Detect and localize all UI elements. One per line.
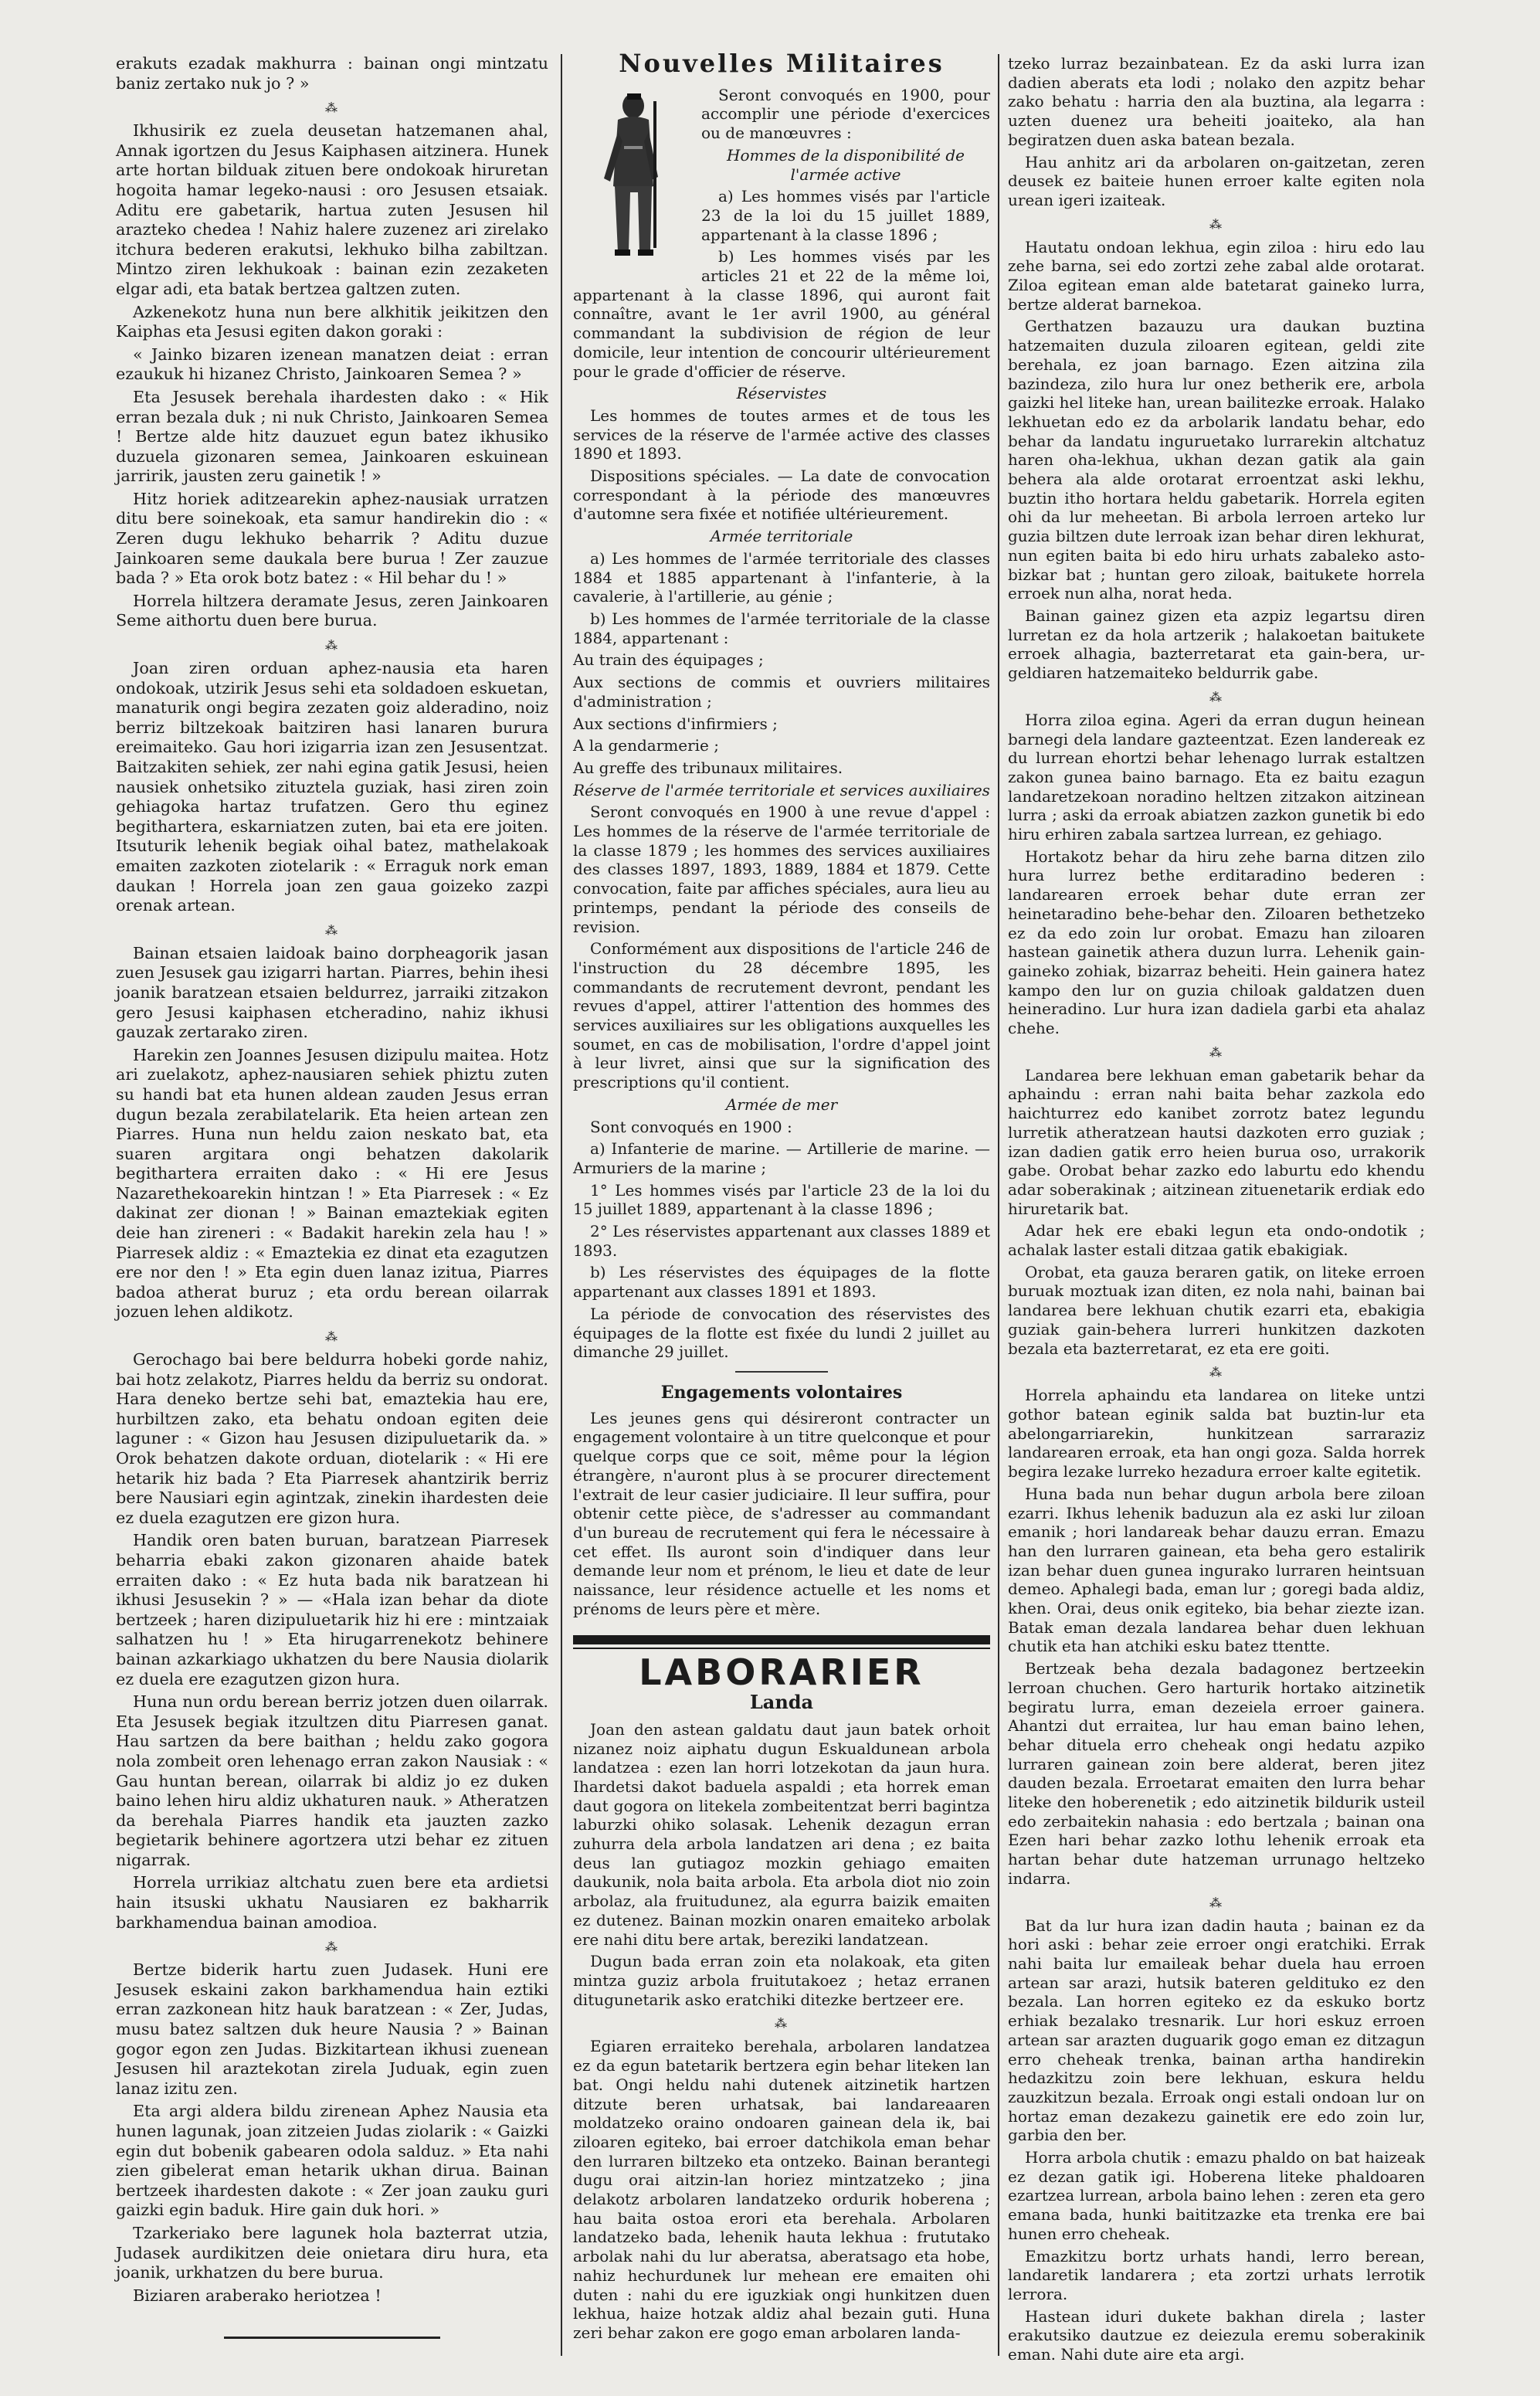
paragraph: Seront convoqués en 1900, pour accomplir une période d'exercices ou de manœuvres : [701,85,990,143]
column-left [116,54,548,2339]
soldier-illustration [573,86,689,271]
column-middle [573,49,990,2346]
section-separator: ⁂ [325,1329,339,1345]
paragraph: Eta Jesusek berehala ihardesten dako : « Hik erran bezala duk ; ni nuk Christo, Jainkoaren Semea ! Bertze alde hitz dauzuet egun batez ikhusiko duzuela gizonaren semea, Jainkoaren eskuinean jarririk, jausten zeru gainetik ! » [116,387,548,486]
paragraph: 2° Les réservistes appartenant aux classes 1889 et 1893. [573,1222,990,1260]
paragraph: Hitz horiek aditzearekin aphez-nausiak urratzen ditu bere soinekoak, eta samur handirekin dio : « Zeren dugu lekhuko beharrik ? Aditu duzue Jainkoaren seme daukala bere burua ! Zer zauzue bada ? » Eta orok botz batez : « Hil behar du ! » [116,489,548,588]
short-rule [735,1371,828,1373]
paragraph: Bainan etsaien laidoak baino dorpheagorik jasan zuen Jesusek gau izigarri hartan. Piarres, behin ihesi joanik baratzean etsaien beldurrez, jarraiki zitzakon gero Jesusi kaiphasen etcheradino, nahiz ikhusi gauzak zertarako ziren. [116,943,548,1042]
paragraph: Gerochago bai bere beldurra hobeki gorde nahiz, bai hotz zelakotz, Piarres heldu da berriz su ondorat. Hara deneko bertze sehi bat, emaztekia hau ere, hurbiltzen zako, eta behatu ondoan egiten deie laguner : « Gizon hau Jesusen dizipuluetarik da. » Orok behatzen dakote orduan, diotelarik : « Hi ere hetarik hiz bada ? Eta Piarresek ahantzirik berriz bere Nausiari egin agintzak, zinekin ihardesten deie ez duela ezagutzen ere gizon hura. [116,1350,548,1527]
end-rule [224,2337,440,2339]
section-separator: ⁂ [325,638,339,653]
paragraph: Conformément aux dispositions de l'article 246 de l'instruction du 28 décembre 1895, les commandants de recrutement devront, pendant les revues d'appel, attirer l'attention des hommes des services auxiliaires sur les obligations auxquelles les soumet, en cas de mobilisation, l'ordre d'appel joint à leur livret, ainsi que sur la signification des prescriptions qu'il contient. [573,939,990,1092]
paragraph: Bertze biderik hartu zuen Judasek. Huni ere Jesusek eskaini zakon barkhamendua hain eztiki erran zazkonean hitz hauk baratzean : « Zer, Judas, musu batez saltzen duk heure Nausia ? » Bainan gogor egon zen Judas. Bizkitartean ikhusi zuenean Jesusen hil araztekotan zirela Juduak, egin zuen lanaz izitu zen. [116,1960,548,2098]
paragraph: Egiaren erraiteko berehala, arbolaren landatzea ez da egun batetarik bertzera egin behar liteken lan bat. Ongi heldu nahi dutenek aitzinetik hartzen ditzute beren urhatsak, bai landareaaren moldatzeko oraino ondoaren gainean dela ik, bai ziloaren egiteko, bai erroer datchikola eman behar den lurraren biltzeko eta ontzeko. Bainan berantegi dugu orai aitzin-lan horiez mintzatzeko ; jina delakotz arbolaren landatzeko ordurik hoberena ; hau baita ostoa erori eta berehala. Arbolaren landatzeko bada, lehenik hauta lekhua : frututako arbolak nahi du lur aberatsa, aberatsago eta hobe, nahiz hechurdunek lur mehean ere emaiten ohi duten : nahi du ere iguzkiak ongi hunkitzen duen lekhua, haize hotzak aldiz ahal bezain guti. Huna zeri behar zakon ere gogo eman arbolaren landa- [573,2037,990,2342]
paragraph: Joan ziren orduan aphez-nausia eta haren ondokoak, utzirik Jesus sehi eta soldadoen eskuetan, manaturik ongi begira zezaten goiz alderadino, noiz berriz biltzekoak baitziren hasi lanaren burura ereimaiteko. Gau hori izigarria izan zen Jesusentzat. Baitzakiten sehiek, zer nahi egina gatik Jesusi, heien nausiek onhetsiko zituztela guziak, hasi ziren zoin gehiagoka hartaz trufatzen. Gero thu eginez begithartera, eskarniatzen zuten, bai eta ere joiten. Itsuturik lehenik begiak oihal batez, mathelakoak emaiten zazkoten ziotelarik : « Erraguk nork eman daukan ! Horrela joan zen gaua goizeko zazpi orenak artean. [116,659,548,915]
list-item: Au greffe des tribunaux militaires. [573,758,843,777]
paragraph: b) Les hommes visés par les articles 21 et 22 de la même loi, appartenant à la classe 1896, qui auront fait connaître, avant le 1er avril 1900, au général commandant la subdivision de région de leur domicile, leur intention de concourir ultérieurement pour le grade d'officier de réserve. [573,247,990,381]
paragraph: b) Les réservistes des équipages de la flotte appartenant aux classes 1891 et 1893. [573,1263,990,1302]
paragraph: Handik oren baten buruan, baratzean Piarresek beharria ebaki zakon gizonaren ahaide batek erraiten dako : « Ez huta bada nik baratzean hi ikhusi Jesusekin ? » — «Hala izan behar da diote bertzeek ; haren dizipuluetarik hiz hi ere : mintzaiak salhatzen hu ! » Eta hirugarrenekotz behinere bainan azkarkiago ukhatzen du bere Nausia diolarik ez duela ere ezagutzen gizon hura. [116,1531,548,1688]
list-item: A la gendarmerie ; [573,736,719,755]
paragraph: Landarea bere lekhuan eman gabetarik behar da aphaindu : erran nahi baita behar zazkola edo haichturrez edo kanibet zorrotz batez legundu lurretik atheratzean hautsi dazkoten erro guziak ; izan dadien gatik erro heien burua oso, urrakorik gabe. Orobat behar zazko edo laburtu edo khendu adar soberakinak ; aitzinean zituenetarik erdiak edo hiruretarik bat. [1008,1065,1425,1218]
paragraph: Gerthatzen bazauzu ura daukan buztina hatzemaiten duzula ziloaren egitean, geldi zite berehala, ez joan barnago. Ezen aitzina zila bazindeza, zilo hura lur onez betherik ere, arbola gaizki hel liteke han, urean bailitezke erroak. Halako lekhuetan edo ez da arbolarik landatu behar, edo behar da landatu inguruetako lurrarekin altchatuz haren oha-lekhua, ukhan dezan gatik ala gain behera ala alde orotarat erroentzat aski lekhu, buztin itho hortara heldu gabetarik. Horrela egiten ohi da lur meheetan. Bi arbola lerroen arteko lur guzia biltzen dute lerroak izan behar diren lekhurat, nun egiten baita bi edo hiru urhats zabaleko asto-bizkar bat ; huntan gero ziloak, baitukete horrela erroek nun alha, norat heda. [1008,317,1425,603]
paragraph: Horrela urrikiaz altchatu zuen bere eta ardietsi hain itsuski ukhatu Nausiaren ez bakharrik barkhamendua bainan amodioa. [116,1873,548,1932]
section-separator: ⁂ [325,100,339,116]
paragraph: Hau anhitz ari da arbolaren on-gaitzetan, zeren deusek ez baiteie hunen erroer kalte egiten nola urean igeri izaiteak. [1008,152,1425,209]
paragraph: Bainan gainez gizen eta azpiz legartsu diren lurretan ez da hola artzerik ; halakoetan baitukete erroek alhagia, bazterretarat eta gain-bera, ur-geldiaren hatzemaiteko beldurrik gabe. [1008,606,1425,683]
section-separator: ⁂ [325,1940,339,1955]
paragraph: tzeko lurraz bezainbatean. Ez da aski lurra izan dadien aberats eta lodi ; nolako den azpitz behar zako behatu : harria den ala buztina, ala legarra : uzten duenez ura beheiti joaiteko, ala han begiratzen duen aska batean bezala. [1008,54,1425,149]
section-heading-laborarier: LABORARIER [639,1651,924,1694]
paragraph: Dugun bada erran zoin eta nolakoak, eta giten mintza guziz arbola fruitutakoez ; hetaz erranen ditugunetarik asko eratchiki ditezke bertzeer ere. [573,1952,990,2009]
paragraph: Horra arbola chutik : emazu phaldo on bat haizeak ez dezan gatik igi. Hoberena liteke phaldoaren ezartzea lurrean, arbola baino lehen : zeren eta gero emana bada, hunki baititzazke eta trenka ere bai hunen erro cheheak. [1008,2148,1425,2243]
column-right [1008,54,1425,2367]
paragraph: b) Les hommes de l'armée territoriale de la classe 1884, appartenant : [573,609,990,647]
paragraph: Les hommes de toutes armes et de tous les services de la réserve de l'armée active des classes 1890 et 1893. [573,406,990,463]
paragraph: Adar hek ere ebaki legun eta ondo-ondotik ; achalak laster estali ditzaa gatik ebakigiak. [1008,1221,1425,1260]
paragraph: a) Infanterie de marine. — Artillerie de marine. — Armuriers de la marine ; [573,1139,990,1177]
section-separator: ⁂ [1209,689,1223,704]
section-separator: ⁂ [1209,1895,1223,1910]
paragraph: Hortakotz behar da hiru zehe barna ditzen zilo hura lurrez bethe erditaradino bederen : landarearen erroek behar dute erran zer heinetaradino behe-behar den. Ziloaren bethetzeko ez da edo zoin lur orobat. Emazu han ziloaren hastean gainetik athera duzun lurra. Lehenik gain-gaineko zohiak, bizarraz beheiti. Hein gainera hatez kampo den lur on guzia chiloak galdatzen duen heineradino. Lur hura izan dadiela garbi eta ahalaz chehe. [1008,847,1425,1038]
paragraph: Horrela aphaindu eta landarea on liteke untzi gothor batean eginik salda bat buztin-lur eta abelongarriarekin, hunkitzean sarraraziz landarearen erroak, eta han ongi goza. Salda horrek begira lezake lurreko hezadura erroer kalte egitetik. [1008,1386,1425,1481]
section-separator: ⁂ [775,2016,789,2031]
paragraph: 1° Les hommes visés par l'article 23 de la loi du 15 juillet 1889, appartenant à la classe 1896 ; [573,1180,990,1219]
list-item: Aux sections de commis et ouvriers militaires d'administration ; [573,673,990,711]
paragraph: Ikhusirik ez zuela deusetan hatzemanen ahal, Annak igortzen du Jesus Kaiphasen aitzinera. Hunek arte hortan bilduak zituen bere ondokoak hiruretan hogoita hamar legeko-nausi : oro Jesusen etsaiak. Aditu ere gabetarik, hartua zuten Jesusen hil arazteko chedea ! Nahiz halere zuzenez ari zirelako itchura bederen erakutsi, lekhuko bilha zabiltzan. Mintzo ziren lekhukoak : bainan ezin zezaketen elgar adi, eta batak bertzea galtzen zuten. [116,121,548,298]
paragraph: Dispositions spéciales. — La date de convocation correspondant à la période des manœuvres d'automne sera fixée et notifiée ultérieurement. [573,467,990,524]
paragraph: Les jeunes gens qui désireront contracter un engagement volontaire à un titre quelconque et pour quelque corps que ce soit, même pour la légion étrangère, n'auront plus à se procurer directement l'extrait de leur casier judiciaire. Il leur suffira, pour obtenir cette pièce, de s'adresser au commandant d'un bureau de recrutement qui fera le nécessaire à cet effet. Ils auront soin d'indiquer dans leur demande leur nom et prénom, le lieu et date de leur naissance, leur résidence actuelle et les noms et prénoms de leurs père et mère. [573,1408,990,1618]
subheading: Armée territoriale [710,527,853,546]
paragraph: erakuts ezadak makhurra : bainan ongi mintzatu baniz zertako nuk jo ? » [116,54,548,93]
subheading: Réserve de l'armée territoriale et services auxiliaires [573,780,990,799]
paragraph: Orobat, eta gauza beraren gatik, on liteke erroen buruak moztuak izan diten, ez nola nahi, bainan bai landarea bere lekhuan chutik ezarri eta, ebakigia guziak gain-behera lurreri hunkitzen dazkoten bezala eta bazterretarat, ez eta ere goiti. [1008,1262,1425,1358]
subheading: Hommes de la disponibilité de l'armée active [727,145,965,184]
paragraph: a) Les hommes de l'armée territoriale des classes 1884 et 1885 appartenant à l'infanterie, à la cavalerie, à l'artillerie, au génie ; [573,548,990,606]
section-separator: ⁂ [325,922,339,938]
thin-rule [573,1648,990,1649]
paragraph: a) Les hommes visés par l'article 23 de la loi du 15 juillet 1889, appartenant à la classe 1896 ; [701,187,990,244]
heavy-rule [573,1635,990,1644]
paragraph: Bat da lur hura izan dadin hauta ; bainan ez da hori aski : behar zeie erroer ongi eratchiki. Errak nahi baita lur emaileak behar duela hau erroen artean sar arazi, hutsik bateren geldituko ez den bezala. Lan horren egiteko ez da eskuko bortz erhiak bezalako tresnarik. Lur hori eskuz erroen artean sar arazten duguarik gogo eman ez ditzagun erro cheheak trenka, bainan artha handirekin hedazkitzu zoin bere lekhuan, eskura heldu zauzkitzun bezala. Erroak ongi estali ondoan lur on hortaz eman dezakezu gainetik ere edo zoin lur, garbia den ber. [1008,1916,1425,2145]
paragraph: Harekin zen Joannes Jesusen dizipulu maitea. Hotz ari zuelakotz, aphez-nausiaren sehiek phiztu zuten su handi bat eta hunen aldean zauden Jesus erran dugun bezala zerabilatelarik. Eta heien artean zen Piarres. Huna nun heldu zaion neskato bat, eta suaren argitara ongi behatzen dakolarik begithartera erraiten dako : « Hi ere Jesus Nazarethekoarekin hintzan ! » Eta Piarresek : « Ez dakinat zer dionan ! » Bainan emaztekiak egiten deie han zireneri : « Badakit harekin zela hau ! » Piarresek aldiz : « Emaztekia ez dinat eta ezagutzen ere nor den ! » Eta egin duen lanaz izitua, Piarres badoa atherat buruz ; eta ordu berean oilarrak jozuen lehen aldikotz. [116,1045,548,1322]
paragraph: Eta argi aldera bildu zirenean Aphez Nausia eta hunen lagunak, joan zitzeien Judas ziolarik : « Gaizki egin dut bobenik gabearen odola salduz. » Eta nahi zien gibelerat eman hetarik ukhan dirua. Bainan bertzeek ihardesten dakote : « Zer joan zauku guri gaizki egin baduk. Hire gain duk hori. » [116,2102,548,2220]
paragraph: Huna bada nun behar dugun arbola bere ziloan ezarri. Ikhus lehenik baduzun ala ez aski lur ziloan emanik ; hori landareak behar dauzu erran. Emazu han den lurraren gainean, eta beha gero estalirik izan behar duen gunea ingurako lurraren heintsuan demeo. Aphalegi bada, eman lur ; goregi bada aldiz, khen. Orai, deus onik egiteko, bia behar ziezte izan. Batak eman dezala landarea behar duen lekhuan chutik eta han atchiki esku batez ttentte. [1008,1484,1425,1656]
paragraph: Horra ziloa egina. Ageri da erran dugun heinean barnegi dela landare gazteentzat. Ezen landereak ez du lurrean ehortzi behar lehenago lurrak estaltzen zakon gunea baino barnago. Eta ez baitu ezagun landaretzekoan noradino heltzen zitzakon aitzinean lurra ; aski da erroak abiatzen zazkon gunetik bi edo hiru erhiren zabala sartzea lurrean, ez gehiago. [1008,710,1425,844]
paragraph: Azkenekotz huna nun bere alkhitik jeikitzen den Kaiphas eta Jesusi egiten dakon goraki : [116,302,548,341]
column-rule-right [998,54,999,2356]
section-separator: ⁂ [1209,1365,1223,1380]
list-item: Au train des équipages ; [573,650,764,670]
section-separator: ⁂ [1209,216,1223,232]
section-heading-military: Nouvelles Militaires [619,49,945,78]
paragraph: Huna nun ordu berean berriz jotzen duen oilarrak. Eta Jesusek begiak itzultzen ditu Piarresen ganat. Hau sartzen da bere baithan ; heldu zako gogora nola zombeit oren lehenago erran zakon Nausiak : « Gau huntan berean, oilarrak bi aldiz jo ez duken baino lehen hiru aldiz ukhaturen nauk. » Atheratzen da berehala Piarres handik eta jauzten zazko begietarik behinere agortzera utzi behar ez zituen nigarrak. [116,1692,548,1869]
paragraph: La période de convocation des réservistes des équipages de la flotte est fixée du lundi 2 juillet au dimanche 29 juillet. [573,1304,990,1362]
section-heading-engagements: Engagements volontaires [660,1383,903,1403]
paragraph: Horrela hiltzera deramate Jesus, zeren Jainkoaren Seme aithortu duen bere burua. [116,591,548,630]
paragraph: Hastean iduri dukete bakhan direla ; laster erakutsiko dautzue ez deiezula eremu soberakinik eman. Nahi dute aire eta argi. [1008,2306,1425,2364]
column-rule-left [561,54,562,2356]
subheading: Armée de mer [725,1094,838,1114]
paragraph: Joan den astean galdatu daut jaun batek orhoit nizanez noiz aiphatu dugun Eskualdunean arbola landatzea : ezen lan horri lotzekotan da jaun hura. Ihardetsi dakot baduela aspaldi ; eta horrek eman daut gogora on litekela zombeitentzat berri bagintza laburzki ohiko solasak. Lehenik dezagun erran zuhurra dela arbola landatzen ari dena ; ez baita deus lan gutiagoz mozkin gehiago emaiten daukunik, nola baita arbola. Eta arbola diot nio zoin arbolaz, ala fruitudunez, ala egurra baizik emaiten ez dutenez. Bainan mozkin onaren emaiteko arbolak ere nahi ditu bere artak, bereziki landatzean. [573,1719,990,1949]
list-item: Aux sections d'infirmiers ; [573,714,778,733]
paragraph: Sont convoqués en 1900 : [590,1117,792,1136]
subsection-heading-landa: Landa [749,1691,814,1714]
paragraph: Emazkitzu bortz urhats handi, lerro berean, landaretik landarera ; eta zortzi urhats lerrotik lerrora. [1008,2246,1425,2303]
section-separator: ⁂ [1209,1044,1223,1060]
paragraph: Bertzeak beha dezala badagonez bertzeekin lerroan chuchen. Gero harturik hortako aitzinetik begiratu lurra, eman dezeiela erroer gainera. Ahantzi dut erraitea, lur hau eman baino lehen, behar dituela erro cheheak ongi hedatu azpiko lurraren gainean zoin bere alderat, beren jitez dauden bezala. Erroetarat emaiten den lurra behar liteke den hoberenetik ; edo aitzinetik bildurik usteil edo zerbaitekin nahasia : edo bertzala ; bainan ona Ezen hari behar zazko lothu lehenik erroak eta hartan behar dute hatzeman urrunago heltzeko indarra. [1008,1659,1425,1888]
paragraph: Hautatu ondoan lekhua, egin ziloa : hiru edo lau zehe barna, sei edo zortzi zehe zabal alde orotarat. Ziloa egitean eman alde batetarat gaineko lurra, bertze alderat barnekoa. [1008,237,1425,314]
subheading: Réservistes [736,384,827,403]
paragraph: « Jainko bizaren izenean manatzen deiat : erran ezaukuk hi hizanez Christo, Jainkoaren Semea ? » [116,344,548,384]
paragraph: Tzarkeriako bere lagunek hola bazterrat utzia, Judasek aurdikitzen deie onietara diru hura, eta joanik, urkhatzen du bere burua. [116,2223,548,2282]
paragraph: Seront convoqués en 1900 à une revue d'appel : Les hommes de la réserve de l'armée territoriale de la classe 1879 ; les hommes des services auxiliaires des classes 1897, 1893, 1889, 1884 et 1879. Cette convocation, faite par affiches spéciales, aura lieu au printemps, pendant la période des conseils de revision. [573,803,990,936]
paragraph: Biziaren araberako heriotzea ! [133,2286,382,2305]
